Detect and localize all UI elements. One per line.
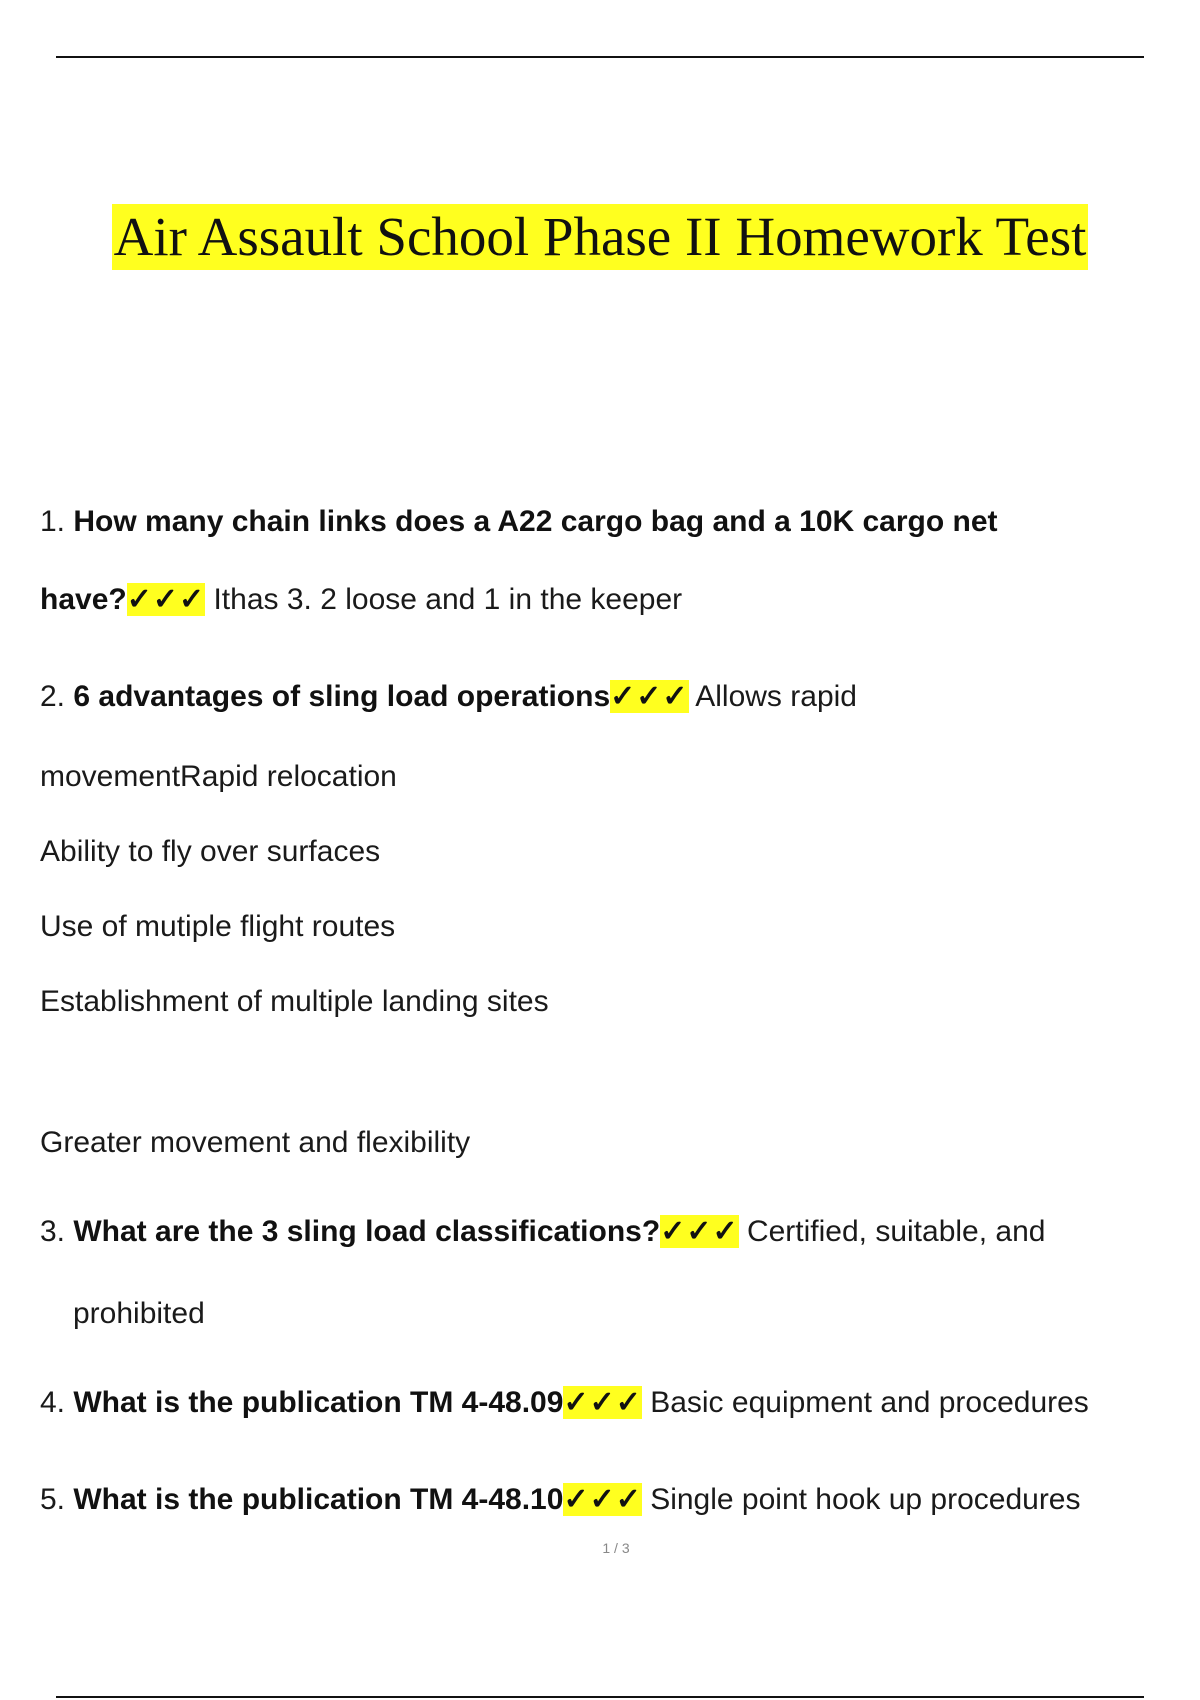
bottom-rule <box>56 1696 1144 1698</box>
q2-line-1 <box>40 677 857 717</box>
q4-answer: Basic equipment and procedures <box>641 1386 1089 1419</box>
q4-line <box>40 1383 1089 1423</box>
title-container <box>0 204 1200 270</box>
page-number: 1 / 3 <box>602 1540 630 1556</box>
q5-answer: Single point hook up procedures <box>641 1483 1081 1516</box>
q3-answer-continuation: prohibited <box>73 1297 205 1330</box>
q2-checkmark-highlight: ✓✓✓ <box>610 680 689 713</box>
q4-number: 4. <box>40 1386 74 1419</box>
q2-answer-line: Greater movement and flexibility <box>40 1126 471 1159</box>
q2-question: 6 advantages of sling load operations <box>73 680 611 713</box>
q1-question-part2: have? <box>40 583 127 616</box>
q1-line-2 <box>40 580 682 620</box>
q3-line-1 <box>40 1212 1045 1252</box>
q3-answer-first: Certified, suitable, and <box>738 1215 1046 1248</box>
q1-answer: Ithas 3. 2 loose and 1 in the keeper <box>205 583 683 616</box>
q1-question-part1: How many chain links does a A22 cargo bag and a 10K cargo net <box>73 505 998 538</box>
q2-answer-line: Use of mutiple flight routes <box>40 910 396 943</box>
q5-number: 5. <box>40 1483 74 1516</box>
top-rule <box>56 56 1144 58</box>
q1-number: 1. <box>40 505 74 538</box>
document-title: Air Assault School Phase II Homework Test <box>112 204 1089 270</box>
q3-number: 3. <box>40 1215 74 1248</box>
q5-checkmark-highlight: ✓✓✓ <box>563 1483 642 1516</box>
q2-answer-first: Allows rapid <box>688 680 857 713</box>
q2-number: 2. <box>40 680 74 713</box>
q2-answer-line: Ability to fly over surfaces <box>40 835 381 868</box>
q2-answer-line: movementRapid relocation <box>40 760 397 793</box>
q1-line-1 <box>40 502 998 542</box>
q4-checkmark-highlight: ✓✓✓ <box>563 1386 642 1419</box>
q4-question: What is the publication TM 4-48.09 <box>73 1386 564 1419</box>
q5-question: What is the publication TM 4-48.10 <box>73 1483 564 1516</box>
q3-checkmark-highlight: ✓✓✓ <box>660 1215 739 1248</box>
q3-question: What are the 3 sling load classifications? <box>73 1215 661 1248</box>
q2-answer-line: Establishment of multiple landing sites <box>40 985 549 1018</box>
q1-checkmark-highlight: ✓✓✓ <box>126 583 206 616</box>
q5-line <box>40 1480 1081 1520</box>
